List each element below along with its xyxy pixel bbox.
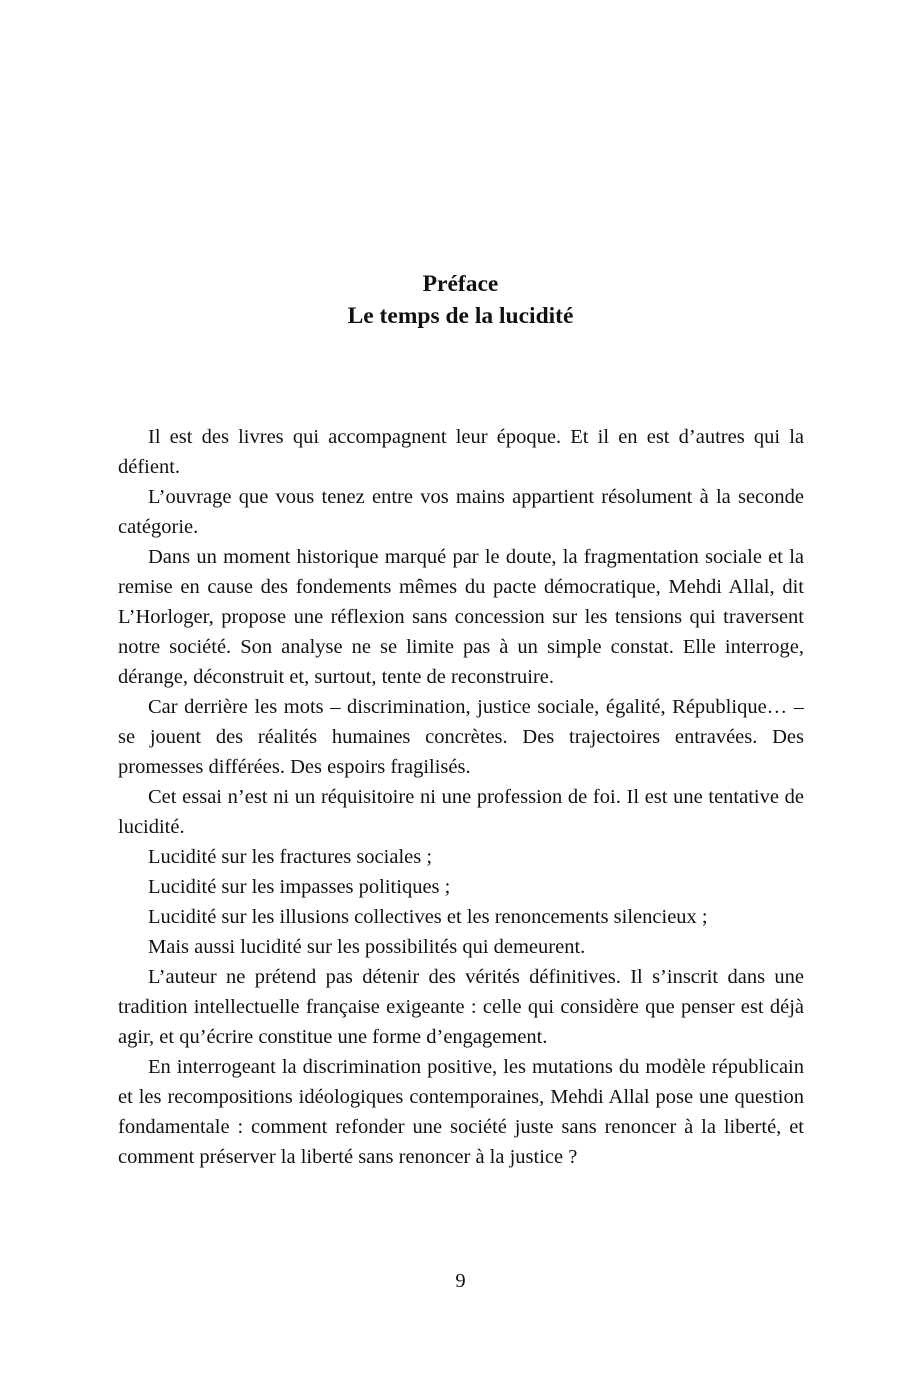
body-text: [118, 422, 804, 1172]
paragraph: En interrogeant la discrimination positive, les mutations du modèle républicain et les recompositions idéologiques contemporaines, Mehdi Allal pose une question fondamentale : comment refonder une société juste sans renoncer à la liberté, et comment préserver la liberté sans renoncer à la justice ?: [118, 1056, 804, 1168]
page-number: 9: [455, 1270, 466, 1292]
paragraph: Lucidité sur les impasses politiques ;: [148, 876, 451, 898]
paragraph: Mais aussi lucidité sur les possibilités qui demeurent.: [148, 936, 586, 958]
chapter-heading: [0, 268, 921, 332]
paragraph: Car derrière les mots – discrimination, justice sociale, égalité, République… – se jouent des réalités humaines concrètes. Des trajectoires entravées. Des promesses différées. Des espoirs fragilisés.: [118, 696, 804, 778]
paragraph: Dans un moment historique marqué par le doute, la fragmentation sociale et la remise en cause des fondements mêmes du pacte démocratique, Mehdi Allal, dit L’Horloger, propose une réflexion sans concession sur les tensions qui traversent notre société. Son analyse ne se limite pas à un simple constat. Elle interroge, dérange, déconstruit et, surtout, tente de reconstruire.: [118, 546, 804, 688]
chapter-title: Préface: [422, 271, 499, 297]
paragraph: Lucidité sur les fractures sociales ;: [148, 846, 433, 868]
paragraph: Lucidité sur les illusions collectives et les renoncements silencieux ;: [148, 906, 708, 928]
paragraph: Il est des livres qui accompagnent leur époque. Et il en est d’autres qui la défient.: [118, 426, 804, 478]
paragraph: L’auteur ne prétend pas détenir des vérités définitives. Il s’inscrit dans une tradition intellectuelle française exigeante : celle qui considère que penser est déjà agir, et qu’écrire constitue une forme d’engagement.: [118, 966, 804, 1048]
chapter-subtitle: Le temps de la lucidité: [347, 303, 574, 329]
paragraph: Cet essai n’est ni un réquisitoire ni une profession de foi. Il est une tentative de lucidité.: [118, 786, 804, 838]
paragraph: L’ouvrage que vous tenez entre vos mains appartient résolument à la seconde catégorie.: [118, 486, 804, 538]
